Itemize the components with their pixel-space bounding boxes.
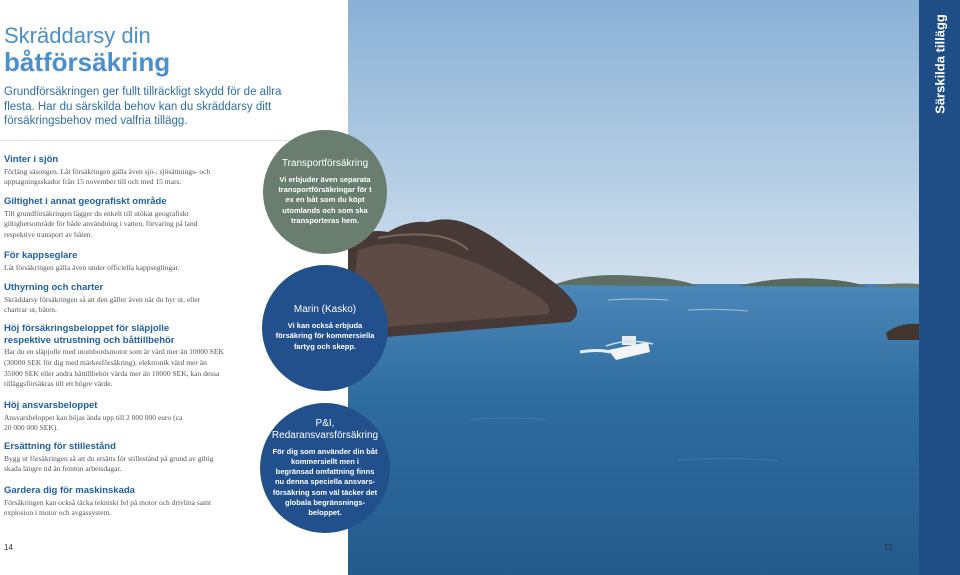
section-heading: För kappseglare xyxy=(4,250,78,261)
section-body: Till grundförsäkringen lägger du enkelt till utökat geografiskt giltighetsområde för både användning i vatten, förvaring på land respektive transport av båten. xyxy=(4,208,198,240)
section-body: Ansvarsbeloppet kan höjas ända upp till 2 000 000 euro (ca 20 000 000 SEK). xyxy=(4,412,183,433)
circle-body: Vi kan också erbjuda försäkring för kommersiella fartyg och skepp. xyxy=(275,321,375,351)
page-number-right: 15 xyxy=(884,543,893,552)
section-heading: Uthyrning och charter xyxy=(4,282,104,293)
intro-text: Grundförsäkringen ger fullt tillräckligt skydd för de allra flesta. Har du särskilda behov kan du skräddarsy ditt försäkringsbehov med valfria tillägg. xyxy=(4,86,282,127)
section-body: Låt försäkringen gälla även under officiella kappseglingar. xyxy=(4,262,180,272)
circle-title: Marin (Kasko) xyxy=(293,304,357,316)
circle-body: Vi erbjuder även separata transportförsäkringar för t ex en båt som du köpt utomlands och som ska transporteras hem. xyxy=(278,174,372,225)
section-slapjolle xyxy=(4,323,294,390)
section-uthyrning xyxy=(4,282,294,316)
section-heading: Ersättning för stillestånd xyxy=(4,441,116,452)
section-stillestand xyxy=(4,441,294,475)
page-number-left: 14 xyxy=(4,543,13,552)
section-heading: Höj ansvarsbeloppet xyxy=(4,400,98,411)
section-giltighet xyxy=(4,196,294,241)
section-body: Försäkringen kan också täcka tekniskt fel på motor och drivlina samt explosion i motor och avgassystem. xyxy=(4,497,212,518)
section-ansvarsbelopp xyxy=(4,400,294,434)
section-heading: Vinter i sjön xyxy=(4,154,59,165)
section-kappseglare xyxy=(4,250,294,273)
headline-line1: Skräddarsy din xyxy=(4,23,151,48)
section-body: Har du en släpjolle med utombordsmotor som är värd mer än 10000 SEK (30000 SEK för dig med märkesförsäkring), elektronik värd mer än 35000 SEK eller andra båttillbehör värda mer än 10000 SEK, kan dessa tilläggsförsäkras till ett högre värde. xyxy=(4,347,224,389)
circle-title: Transportförsäkring xyxy=(281,157,369,169)
page-headline xyxy=(4,24,170,76)
circle-title: P&I, Redaransvarsförsäkring xyxy=(271,417,379,441)
band-label: Särskilda tillägg xyxy=(932,14,947,114)
circle-transport xyxy=(263,130,387,254)
sea-landscape-image xyxy=(348,0,919,575)
headline-line2: båtförsäkring xyxy=(4,47,171,77)
sea-photo xyxy=(348,0,919,575)
section-heading: Gardera dig för maskinskada xyxy=(4,485,135,496)
side-band xyxy=(919,0,960,575)
section-vinter xyxy=(4,154,294,188)
section-maskinskada xyxy=(4,485,294,519)
section-body: Skräddarsy försäkringen så att den gäller även när du hyr ut, eller chartrar ut, båten. xyxy=(4,294,201,315)
section-body: Bygg ut försäkringen så att du ersätts för stillestånd på grund av giltig skada längre tid än femton arbetsdagar. xyxy=(4,453,214,474)
circle-marin xyxy=(262,265,388,391)
section-heading: Höj försäkringsbeloppet för släpjolle respektive utrustning och båttillbehör xyxy=(4,323,175,346)
section-heading: Giltighet i annat geografiskt område xyxy=(4,196,167,207)
circle-body: För dig som använder din båt kommersiellt men i begränsad omfattning finns nu denna speciella ansvars-försäkring som väl täcker det globala begränsnings-beloppet. xyxy=(272,446,378,517)
circle-pi xyxy=(260,403,390,533)
section-body: Förläng säsongen. Låt försäkringen gälla även sjö-, sjösättnings- och upptagningsskador från 15 november till och med 15 mars. xyxy=(4,166,211,187)
